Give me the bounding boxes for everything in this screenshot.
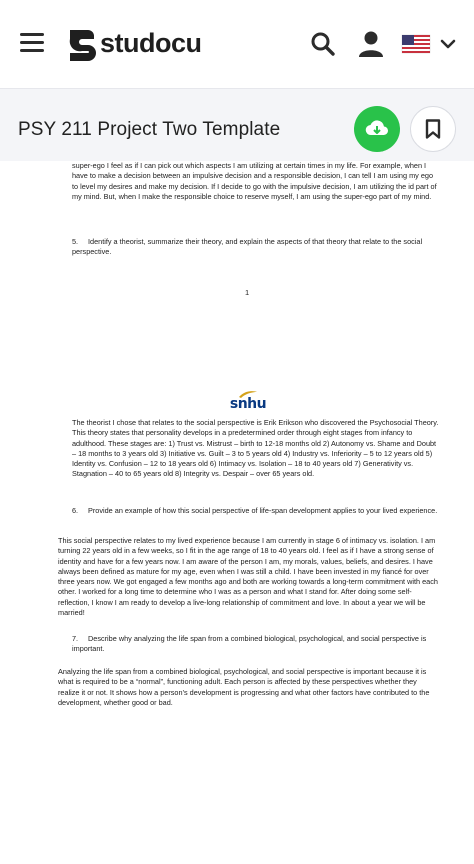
brand-name: studocu: [100, 27, 202, 58]
question-7-text: Describe why analyzing the life span from a combined biological, psychological, and social perspective is important.: [72, 634, 427, 654]
download-button[interactable]: [354, 106, 400, 152]
language-selector[interactable]: [402, 33, 458, 55]
search-icon[interactable]: [310, 31, 336, 57]
page1-paragraph: super-ego I feel as if I can pick out which aspects I am utilizing at certain times in my life. For example, when I have to make a decision between an impulsive decision and a responsible decision, I can tell I am using my ego to level my desires and make my decision. If I decide to go with the impulsive decision, I am utilizing the id part of my mind. But, when I make the responsible choice to reserve myself, I am using the super-ego part of my mind.: [72, 161, 437, 201]
question-7: [72, 634, 440, 655]
question-7-number: 7.: [72, 634, 79, 643]
document-title: PSY 211 Project Two Template: [18, 119, 281, 140]
page2-paragraph-b: This social perspective relates to my lived experience because I am currently in stage 6 of intimacy vs. isolation. I am turning 22 years old in a few weeks, so I fit in the age range of 18 to 40 years old. I feel as if I have a strong sense of identity and have for a few years now. I am aware of the person I am, my morals, values, beliefs, and desires. I have always been defined as mature for my age, even when I was still a child. I have been invested in my fiancé for over three years now. We got engaged a few months ago and both are working towards a long-term commitment with each other. I worked for a long time to determine who I was as a person and what I stand for. After doing some self-reflection, I know I am ready to develop a live-long relationship of commitment and love. In about a year we will be married!: [58, 536, 438, 618]
page-number: 1: [245, 288, 250, 297]
top-nav-bar: [0, 0, 474, 88]
chevron-down-icon: [440, 38, 456, 50]
bookmark-icon: [425, 119, 441, 139]
question-5-text: Identify a theorist, summarize their theory, and explain the aspects of that theory that relate to the social perspective.: [72, 237, 423, 257]
question-6-text: Provide an example of how this social perspective of life-span development applies to your lived experience.: [88, 506, 438, 515]
cloud-download-icon: [365, 119, 389, 139]
user-icon[interactable]: [358, 30, 384, 58]
question-5: [72, 237, 440, 258]
question-6: [72, 506, 440, 516]
studocu-logo-mark-icon: [64, 26, 98, 60]
document-header: [0, 88, 474, 171]
page2-paragraph-a: The theorist I chose that relates to the social perspective is Erik Erikson who discovered the Psychosocial Theory. This theory states that personality develops in a predetermined order through eight stages from infancy to adulthood. These stages are: 1) Trust vs. Mistrust – birth to 12-18 months old 2) Autonomy vs. Shame and Doubt – 18 months to 3 years old 3) Initiative vs. Guilt – 3 to 5 years old 4) Industry vs. Inferiority – 5 to 12 years old 5) Identity vs. Confusion – 12 to 18 years old 6) Intimacy vs. Isolation – 18 to 40 years old 7) Generativity vs. Stagnation – 40 to 65 years old 8) Integrity vs. Despair – over 65 years old.: [72, 418, 439, 479]
snhu-wordmark: snhu: [229, 396, 267, 412]
document-viewer[interactable]: [0, 161, 474, 817]
page2-paragraph-c: Analyzing the life span from a combined biological, psychological, and social perspective is important because it is what is required to be a “normal”, functioning adult. Each person is affected by these perspectives whether they realize it or not. It shows how a person’s development is progressing and what other factors have contributed to the development, whether good or bad.: [58, 667, 430, 707]
question-5-number: 5.: [72, 237, 79, 246]
hamburger-icon[interactable]: [20, 33, 44, 53]
question-6-number: 6.: [72, 506, 79, 515]
us-flag-icon: [402, 35, 430, 53]
bookmark-button[interactable]: [410, 106, 456, 152]
document-page-2: [0, 364, 474, 864]
studocu-logo[interactable]: [64, 26, 202, 60]
snhu-logo: [228, 390, 268, 412]
